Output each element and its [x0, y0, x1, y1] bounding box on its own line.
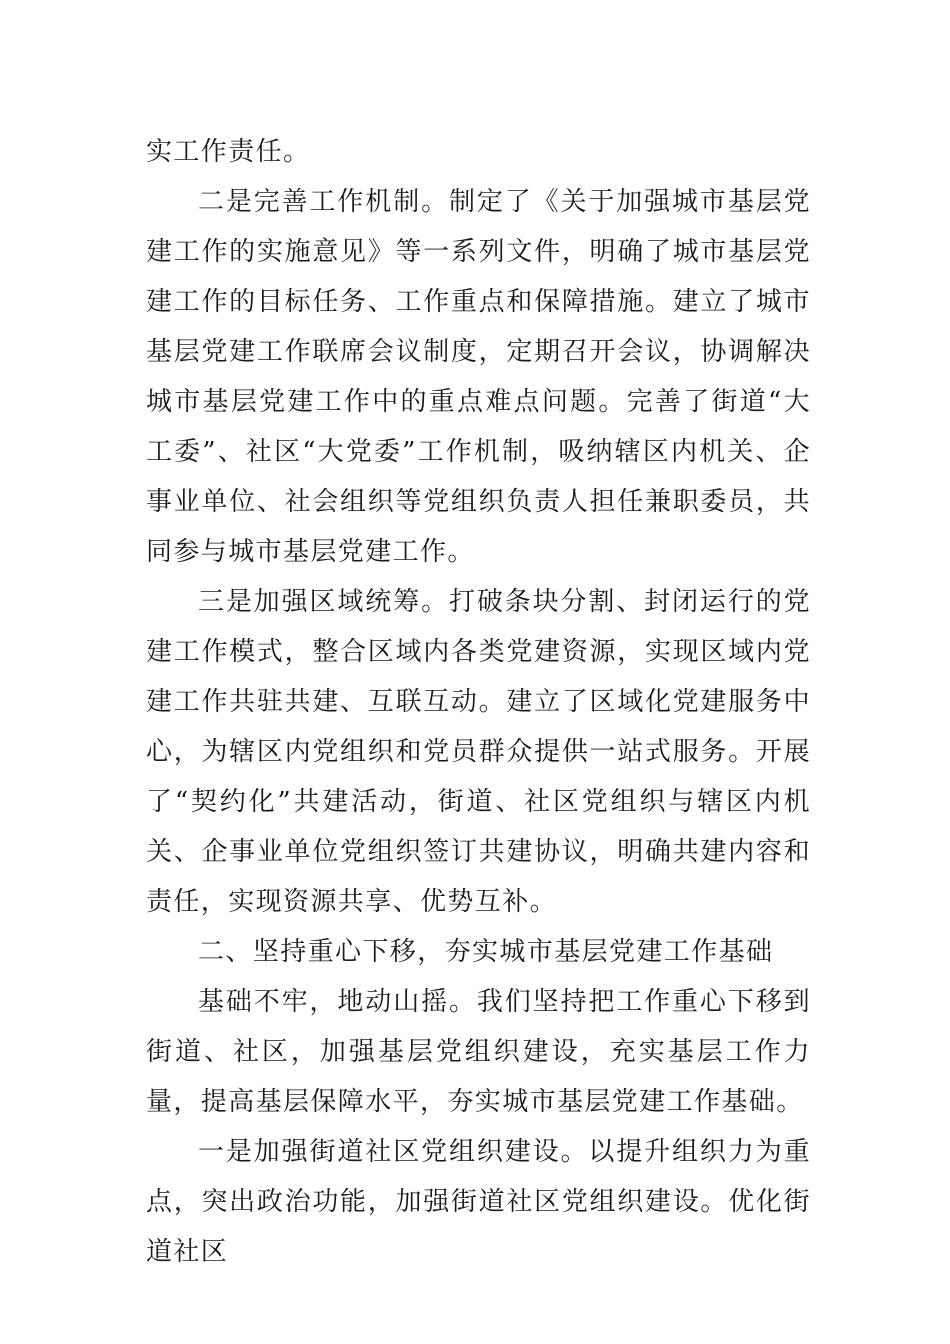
document-body — [146, 127, 811, 1277]
paragraph-regional-coordination: 三是加强区域统筹。打破条块分割、封闭运行的党建工作模式，整合区域内各类党建资源，实现区域内党建工作共驻共建、互联互动。建立了区域化党建服务中心，为辖区内党组织和党员群众提供一站式服务。开展了“契约化”共建活动，街道、社区党组织与辖区内机关、企事业单位党组织签订共建协议，明确共建内容和责任，实现资源共享、优势互补。 — [146, 587, 811, 917]
section-heading-2: 二、坚持重心下移，夯实城市基层党建工作基础 — [198, 937, 774, 967]
paragraph-community-party-building: 一是加强街道社区党组织建设。以提升组织力为重点，突出政治功能，加强街道社区党组织建设。优化街道社区 — [146, 1137, 811, 1267]
paragraph-foundation: 基础不牢，地动山摇。我们坚持把工作重心下移到街道、社区，加强基层党组织建设，充实基层工作力量，提高基层保障水平，夯实城市基层党建工作基础。 — [146, 987, 811, 1117]
paragraph-work-mechanism: 二是完善工作机制。制定了《关于加强城市基层党建工作的实施意见》等一系列文件，明确了城市基层党建工作的目标任务、工作重点和保障措施。建立了城市基层党建工作联席会议制度，定期召开会议，协调解决城市基层党建工作中的重点难点问题。完善了街道“大工委”、社区“大党委”工作机制，吸纳辖区内机关、企事业单位、社会组织等党组织负责人担任兼职委员，共同参与城市基层党建工作。 — [146, 187, 811, 567]
paragraph-continuation: 实工作责任。 — [146, 137, 311, 167]
